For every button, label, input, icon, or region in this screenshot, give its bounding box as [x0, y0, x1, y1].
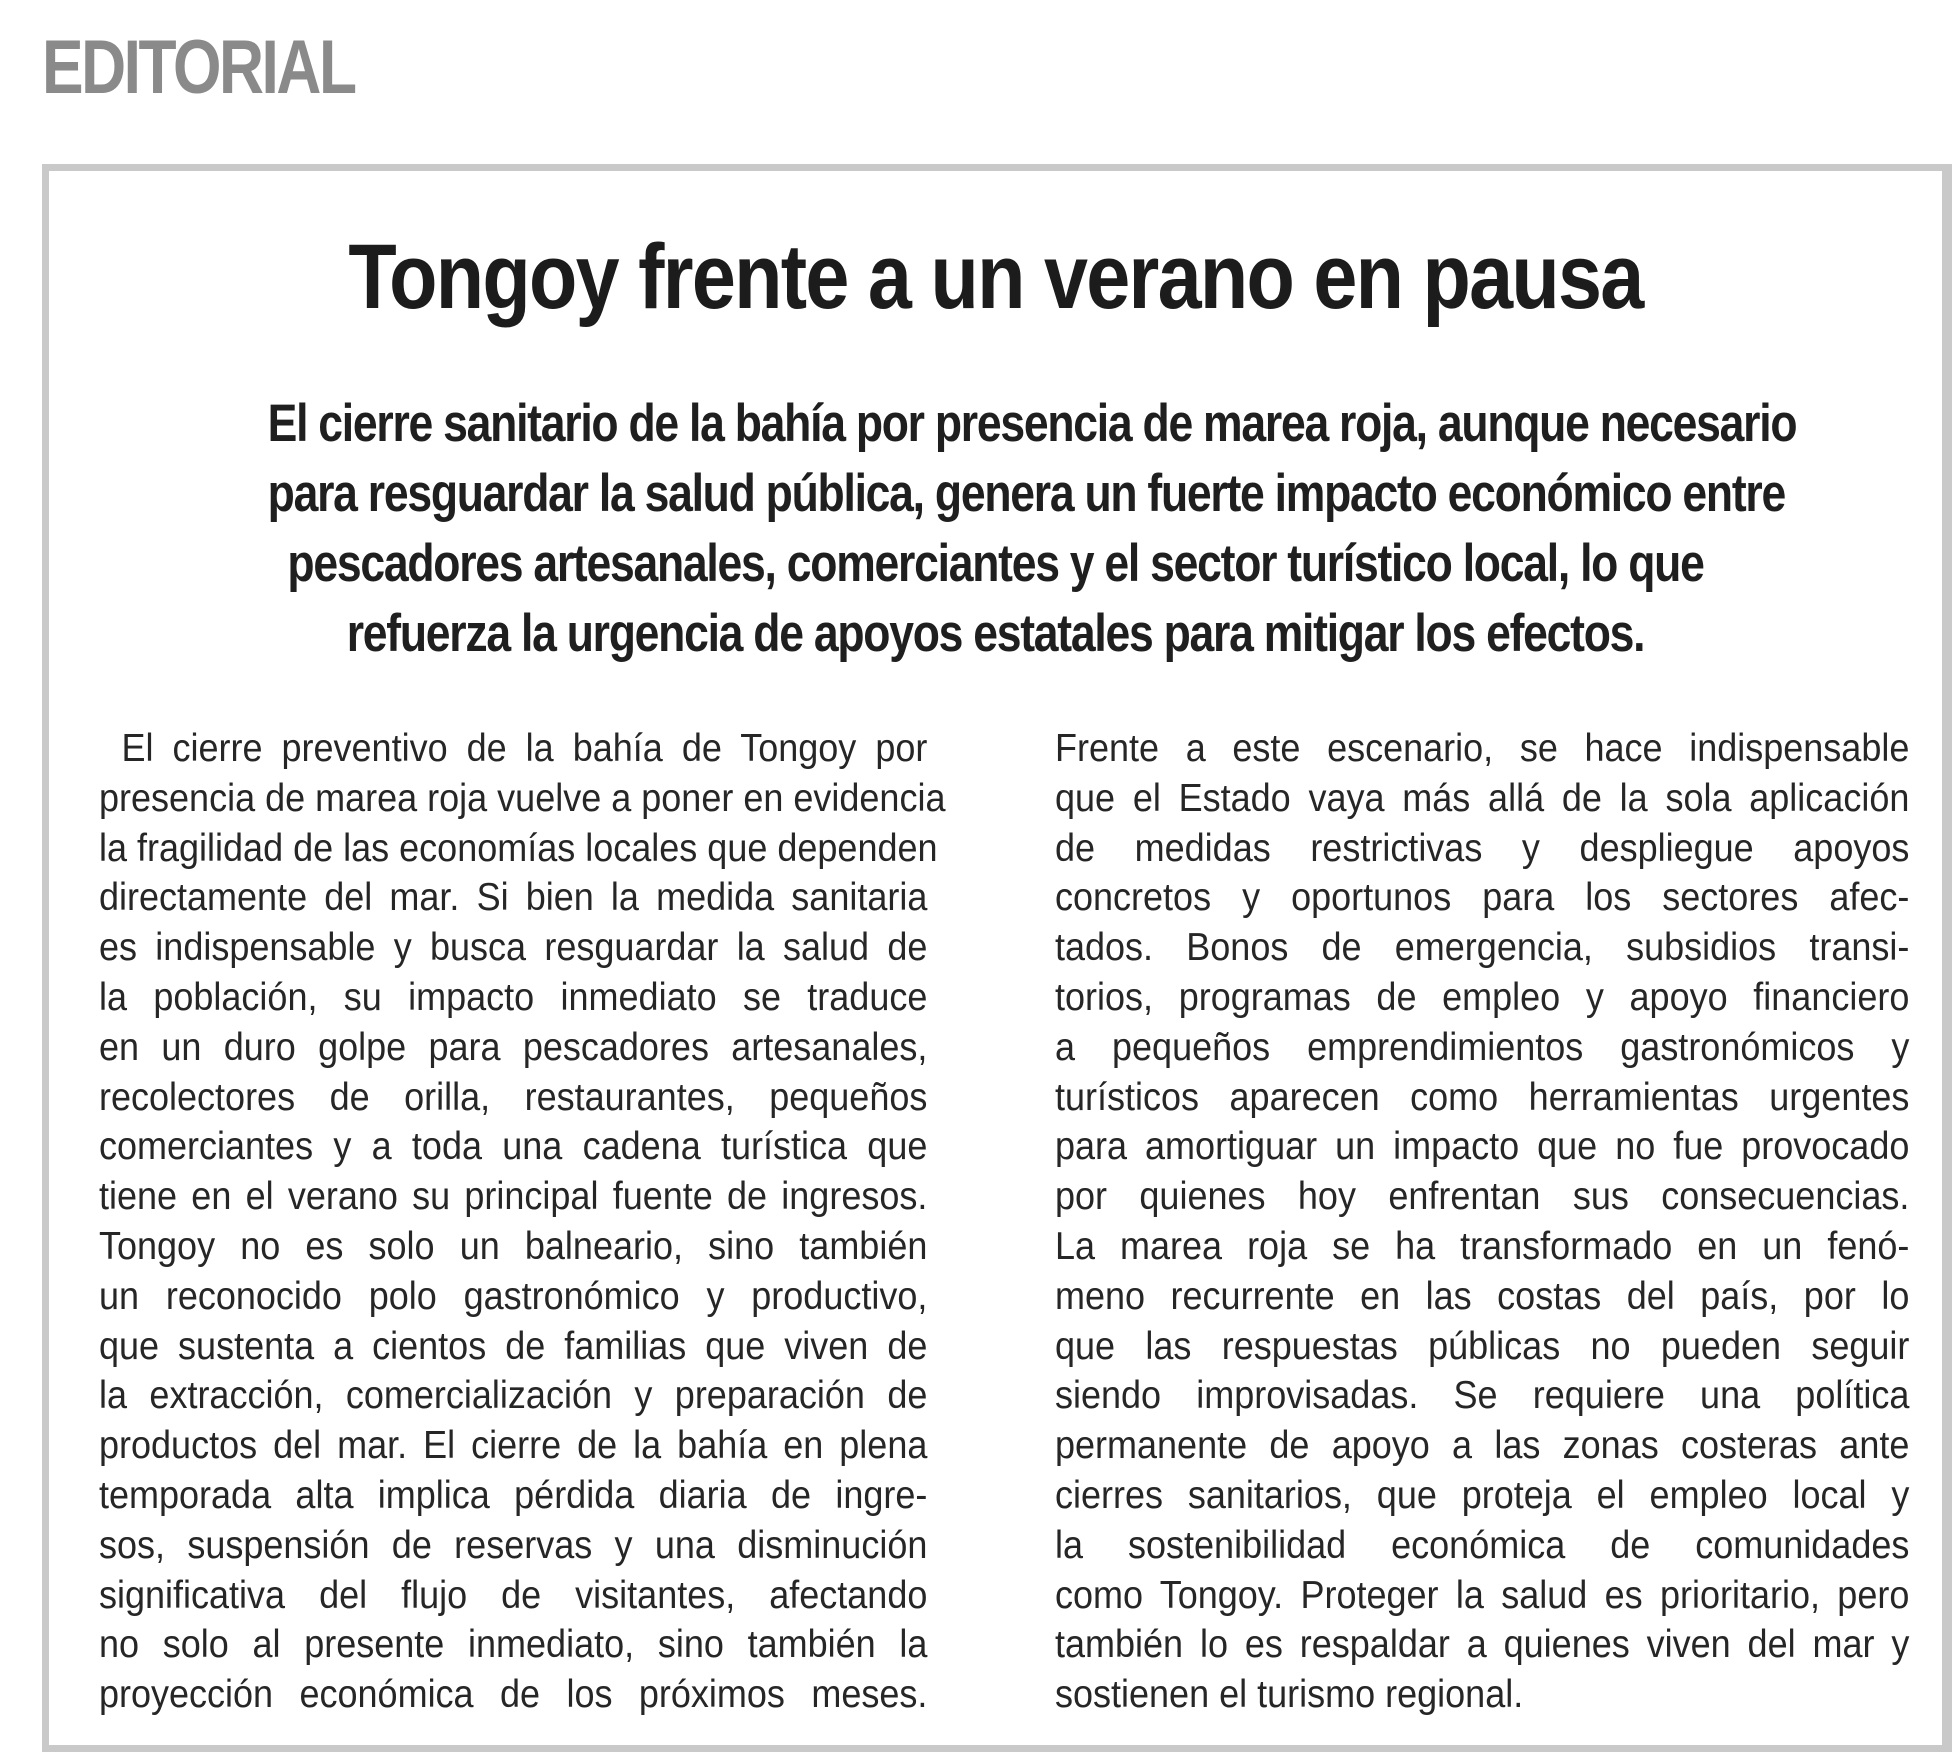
body-line: El cierre preventivo de la bahía de Tongoy por	[121, 727, 928, 770]
body-line: la extracción, comercialización y preparación de	[99, 1374, 928, 1418]
body-line: turísticos aparecen como herramientas urgentes	[1055, 1075, 1910, 1119]
body-column-right	[1055, 724, 1909, 1720]
body-line: que el Estado vaya más allá de la sola aplicación	[1055, 776, 1910, 820]
body-line: es indispensable y busca resguardar la salud de	[99, 926, 928, 970]
body-line: sos, suspensión de reservas y una disminución	[99, 1523, 928, 1567]
body-line: Tongoy no es solo un balneario, sino también	[99, 1224, 928, 1268]
body-line: un reconocido polo gastronómico y productivo,	[99, 1274, 928, 1318]
body-line: también lo es respaldar a quienes viven del mar y	[1055, 1623, 1910, 1667]
body-line: para amortiguar un impacto que no fue provocado	[1055, 1125, 1910, 1169]
body-line: torios, programas de empleo y apoyo financiero	[1055, 975, 1910, 1019]
body-line: tados. Bonos de emergencia, subsidios transi-	[1055, 926, 1910, 970]
body-line: en un duro golpe para pescadores artesanales,	[99, 1025, 928, 1069]
body-line: temporada alta implica pérdida diaria de ingre-	[99, 1473, 928, 1517]
deck-line: El cierre sanitario de la bahía por presencia de marea roja, aunque necesario	[267, 394, 1797, 453]
body-line: la población, su impacto inmediato se traduce	[99, 975, 928, 1019]
body-line: a pequeños emprendimientos gastronómicos y	[1055, 1025, 1910, 1069]
body-line: comerciantes y a toda una cadena turística que	[99, 1125, 928, 1169]
body-line: recolectores de orilla, restaurantes, pequeños	[99, 1075, 928, 1119]
body-line: no solo al presente inmediato, sino también la	[99, 1623, 928, 1667]
body-line: concretos y oportunos para los sectores afec-	[1055, 876, 1910, 920]
body-line: tiene en el verano su principal fuente de ingresos.	[99, 1175, 928, 1219]
body-line: proyección económica de los próximos meses.	[99, 1673, 928, 1717]
deck-line: para resguardar la salud pública, genera un fuerte impacto económico entre	[267, 464, 1785, 523]
body-line: permanente de apoyo a las zonas costeras ante	[1055, 1424, 1910, 1468]
body-line: Frente a este escenario, se hace indispensable	[1055, 727, 1910, 770]
body-line: productos del mar. El cierre de la bahía en plena	[99, 1424, 928, 1468]
body-column-left	[99, 724, 946, 1720]
body-line: La marea roja se ha transformado en un fenó-	[1055, 1224, 1910, 1268]
body-line: cierres sanitarios, que proteja el empleo local y	[1055, 1473, 1910, 1517]
body-line: la sostenibilidad económica de comunidades	[1055, 1523, 1910, 1567]
body-line: siendo improvisadas. Se requiere una política	[1055, 1374, 1910, 1418]
section-label: EDITORIAL	[42, 25, 355, 110]
headline: Tongoy frente a un verano en pausa	[348, 226, 1643, 328]
deck-line: refuerza la urgencia de apoyos estatales para mitigar los efectos.	[346, 604, 1645, 663]
body-line: por quienes hoy enfrentan sus consecuencias.	[1055, 1175, 1910, 1219]
body-line: directamente del mar. Si bien la medida sanitaria	[99, 876, 928, 920]
body-line: sostienen el turismo regional.	[1055, 1673, 1524, 1717]
deck	[129, 389, 1862, 669]
editorial-frame	[42, 164, 1952, 1752]
body-line: presencia de marea roja vuelve a poner en evidencia	[99, 776, 946, 820]
body-line: meno recurrente en las costas del país, por lo	[1055, 1274, 1910, 1318]
body-line: que las respuestas públicas no pueden seguir	[1055, 1324, 1910, 1368]
body-line: de medidas restrictivas y despliegue apoyos	[1055, 826, 1910, 870]
body-line: como Tongoy. Proteger la salud es prioritario, pero	[1055, 1573, 1910, 1617]
body-line: que sustenta a cientos de familias que viven de	[99, 1324, 928, 1368]
body-line: la fragilidad de las economías locales que dependen	[99, 826, 938, 870]
body-line: significativa del flujo de visitantes, afectando	[99, 1573, 928, 1617]
deck-line: pescadores artesanales, comerciantes y el sector turístico local, lo que	[287, 534, 1704, 593]
